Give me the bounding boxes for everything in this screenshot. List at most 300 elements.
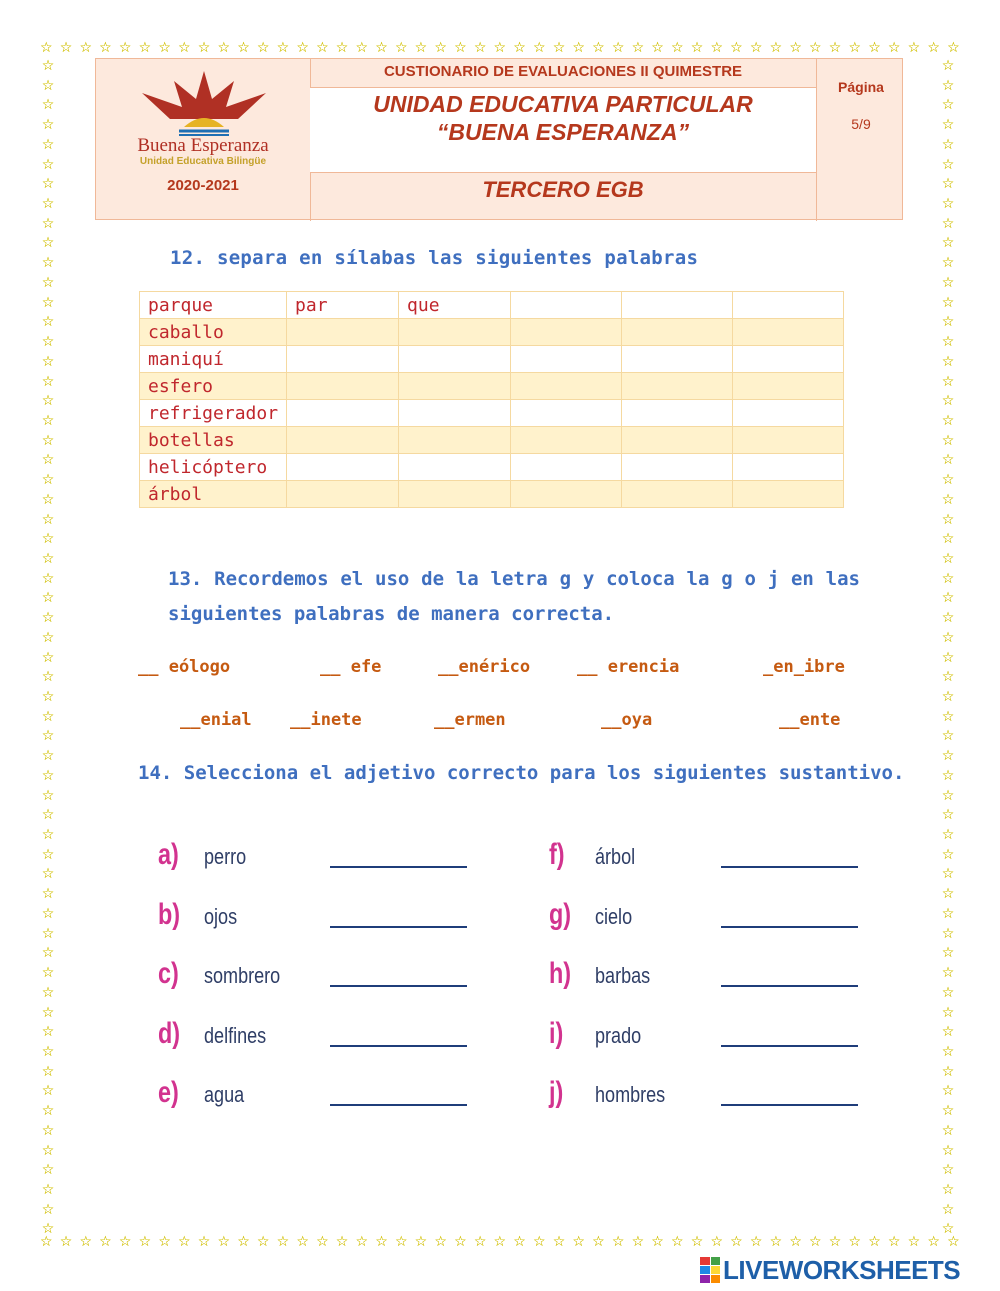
- page-number: 5/9: [851, 116, 871, 132]
- syllable-cell[interactable]: [399, 373, 511, 400]
- noun-word: prado: [595, 1022, 642, 1048]
- logo-subtitle: Unidad Educativa Bilingüe: [139, 156, 267, 167]
- star-icon: ☆: [138, 40, 152, 56]
- syllable-cell[interactable]: que: [399, 292, 511, 319]
- star-icon: ☆: [296, 40, 309, 56]
- star-icon: ☆: [434, 1234, 447, 1250]
- star-border-top: [40, 40, 960, 56]
- star-icon: ☆: [941, 452, 955, 469]
- noun-word: barbas: [595, 963, 651, 988]
- star-icon: ☆: [941, 531, 955, 548]
- star-icon: ☆: [41, 215, 55, 232]
- star-icon: ☆: [941, 432, 955, 449]
- star-icon: ☆: [887, 40, 901, 56]
- star-icon: ☆: [611, 40, 625, 56]
- star-icon: ☆: [789, 40, 802, 56]
- star-icon: ☆: [99, 1234, 112, 1250]
- star-icon: ☆: [473, 1234, 487, 1250]
- star-icon: ☆: [941, 550, 955, 567]
- syllable-cell[interactable]: [732, 427, 843, 454]
- star-icon: ☆: [296, 1234, 309, 1250]
- liveworksheets-icon: [700, 1257, 720, 1283]
- syllable-cell[interactable]: [732, 319, 843, 346]
- star-icon: ☆: [41, 274, 55, 291]
- syllable-cell[interactable]: par: [287, 292, 399, 319]
- logo-name: Buena Esperanza: [137, 135, 269, 156]
- gj-word[interactable]: __oya: [601, 710, 653, 730]
- star-icon: ☆: [941, 905, 955, 922]
- noun-word: agua: [204, 1082, 245, 1107]
- star-icon: ☆: [941, 767, 955, 784]
- star-icon: ☆: [454, 40, 467, 56]
- syllable-cell[interactable]: [511, 346, 622, 373]
- syllable-cell[interactable]: [287, 454, 399, 481]
- star-icon: ☆: [941, 156, 955, 173]
- star-icon: ☆: [941, 1024, 955, 1041]
- star-icon: ☆: [941, 235, 955, 252]
- star-icon: ☆: [941, 984, 955, 1001]
- answer-line[interactable]: [721, 1104, 858, 1106]
- star-icon: ☆: [41, 117, 55, 134]
- star-icon: ☆: [710, 40, 723, 56]
- star-icon: ☆: [178, 40, 191, 56]
- star-icon: ☆: [41, 136, 55, 153]
- star-icon: ☆: [41, 472, 55, 489]
- star-icon: ☆: [941, 412, 955, 429]
- star-icon: ☆: [749, 40, 763, 56]
- word-cell: maniquí: [140, 346, 287, 373]
- star-icon: ☆: [631, 40, 645, 56]
- star-icon: ☆: [513, 40, 526, 56]
- star-icon: ☆: [941, 925, 955, 942]
- star-icon: ☆: [513, 1234, 526, 1250]
- syllable-table: [139, 291, 844, 508]
- syllable-cell[interactable]: [622, 319, 733, 346]
- syllable-cell[interactable]: [287, 319, 399, 346]
- star-icon: ☆: [552, 1234, 566, 1250]
- star-icon: ☆: [41, 294, 55, 311]
- star-icon: ☆: [41, 610, 55, 627]
- syllable-cell[interactable]: [622, 346, 733, 373]
- star-icon: ☆: [256, 1234, 270, 1250]
- syllable-cell[interactable]: [732, 346, 843, 373]
- noun-word: sombrero: [204, 963, 281, 988]
- star-icon: ☆: [809, 40, 822, 56]
- star-icon: ☆: [41, 787, 55, 804]
- star-icon: ☆: [41, 669, 55, 686]
- star-icon: ☆: [41, 432, 55, 449]
- star-icon: ☆: [41, 1083, 55, 1100]
- syllable-cell[interactable]: [622, 400, 733, 427]
- syllable-cell[interactable]: [511, 319, 622, 346]
- gj-word[interactable]: __ erencia: [577, 657, 680, 677]
- star-icon: ☆: [375, 40, 388, 56]
- noun-word: cielo: [595, 903, 633, 929]
- star-border-bottom: [40, 1234, 960, 1250]
- star-icon: ☆: [40, 1234, 53, 1250]
- star-icon: ☆: [41, 412, 55, 429]
- star-icon: ☆: [41, 708, 55, 725]
- star-icon: ☆: [41, 590, 55, 607]
- star-icon: ☆: [941, 255, 955, 272]
- star-icon: ☆: [941, 570, 955, 587]
- answer-line[interactable]: [330, 985, 467, 987]
- star-icon: ☆: [41, 531, 55, 548]
- item-letter: i): [549, 1016, 564, 1050]
- star-icon: ☆: [394, 1234, 408, 1250]
- star-icon: ☆: [631, 1234, 645, 1250]
- star-icon: ☆: [41, 728, 55, 745]
- answer-line[interactable]: [721, 1045, 858, 1047]
- answer-line[interactable]: [721, 926, 858, 928]
- star-icon: ☆: [690, 1234, 704, 1250]
- table-row: [140, 427, 844, 454]
- star-icon: ☆: [941, 1122, 955, 1139]
- star-icon: ☆: [41, 235, 55, 252]
- star-icon: ☆: [592, 40, 605, 56]
- syllable-cell[interactable]: [399, 400, 511, 427]
- answer-line[interactable]: [721, 985, 858, 987]
- star-icon: ☆: [941, 590, 955, 607]
- star-icon: ☆: [41, 1162, 55, 1179]
- star-icon: ☆: [41, 984, 55, 1001]
- star-icon: ☆: [41, 1063, 55, 1080]
- syllable-cell[interactable]: [287, 481, 399, 508]
- star-icon: ☆: [592, 1234, 605, 1250]
- star-icon: ☆: [41, 1142, 55, 1159]
- star-icon: ☆: [178, 1234, 191, 1250]
- liveworksheets-logo: [700, 1255, 960, 1285]
- syllable-cell[interactable]: [732, 481, 843, 508]
- star-icon: ☆: [572, 1234, 585, 1250]
- star-icon: ☆: [41, 629, 55, 646]
- quimestre-title: CUSTIONARIO DE EVALUACIONES II QUIMESTRE: [310, 59, 816, 88]
- star-icon: ☆: [671, 40, 684, 56]
- word-cell: botellas: [140, 427, 287, 454]
- gj-word[interactable]: __inete: [290, 710, 362, 730]
- star-icon: ☆: [41, 491, 55, 508]
- syllable-cell[interactable]: [622, 292, 733, 319]
- star-icon: ☆: [414, 40, 428, 56]
- syllable-cell[interactable]: [511, 400, 622, 427]
- syllable-cell[interactable]: [732, 373, 843, 400]
- syllable-cell[interactable]: [622, 454, 733, 481]
- star-icon: ☆: [941, 1043, 955, 1060]
- star-icon: ☆: [79, 40, 92, 56]
- star-icon: ☆: [414, 1234, 428, 1250]
- syllable-cell[interactable]: [511, 427, 622, 454]
- star-icon: ☆: [118, 40, 132, 56]
- star-icon: ☆: [730, 1234, 743, 1250]
- answer-line[interactable]: [330, 866, 467, 868]
- gj-word[interactable]: __enérico: [438, 657, 531, 677]
- star-icon: ☆: [335, 1234, 349, 1250]
- syllable-cell[interactable]: [287, 373, 399, 400]
- star-icon: ☆: [316, 1234, 329, 1250]
- star-icon: ☆: [941, 334, 955, 351]
- star-icon: ☆: [41, 1043, 55, 1060]
- syllable-cell[interactable]: [287, 400, 399, 427]
- star-icon: ☆: [941, 373, 955, 390]
- word-cell: árbol: [140, 481, 287, 508]
- star-icon: ☆: [941, 196, 955, 213]
- star-icon: ☆: [941, 669, 955, 686]
- word-cell: refrigerador: [140, 400, 287, 427]
- page-cell: [816, 59, 905, 221]
- star-icon: ☆: [941, 1142, 955, 1159]
- star-icon: ☆: [941, 58, 955, 74]
- star-icon: ☆: [276, 1234, 290, 1250]
- star-icon: ☆: [40, 40, 53, 56]
- answer-line[interactable]: [330, 1045, 467, 1047]
- syllable-cell[interactable]: [622, 427, 733, 454]
- star-icon: ☆: [41, 689, 55, 705]
- star-icon: ☆: [927, 1234, 940, 1250]
- star-icon: ☆: [941, 649, 955, 666]
- star-icon: ☆: [394, 40, 408, 56]
- star-icon: ☆: [41, 945, 55, 962]
- question-13-title: 13. Recordemos el uso de la letra g y coloca la g o j en las siguientes palabras de manera correcta.: [168, 568, 860, 625]
- star-icon: ☆: [532, 40, 546, 56]
- star-icon: ☆: [941, 97, 955, 114]
- star-icon: ☆: [41, 827, 55, 844]
- star-icon: ☆: [941, 393, 955, 410]
- star-icon: ☆: [41, 176, 55, 193]
- answer-line[interactable]: [721, 866, 858, 868]
- star-icon: ☆: [941, 1181, 955, 1198]
- star-icon: ☆: [59, 40, 73, 56]
- gj-word[interactable]: __enial: [180, 710, 252, 730]
- star-icon: ☆: [941, 1083, 955, 1100]
- star-icon: ☆: [572, 40, 585, 56]
- table-row: [140, 481, 844, 508]
- star-icon: ☆: [809, 1234, 822, 1250]
- star-icon: ☆: [532, 1234, 546, 1250]
- syllable-cell[interactable]: [287, 346, 399, 373]
- star-icon: ☆: [828, 1234, 842, 1250]
- gj-word[interactable]: __ermen: [434, 710, 506, 730]
- star-icon: ☆: [256, 40, 270, 56]
- school-year: 2020-2021: [167, 177, 239, 194]
- star-icon: ☆: [907, 1234, 921, 1250]
- star-icon: ☆: [355, 40, 369, 56]
- star-icon: ☆: [611, 1234, 625, 1250]
- star-icon: ☆: [868, 40, 881, 56]
- item-letter: f): [549, 838, 565, 871]
- star-icon: ☆: [749, 1234, 763, 1250]
- table-row: [140, 400, 844, 427]
- table-row: [140, 373, 844, 400]
- star-border-right: [940, 58, 956, 1238]
- table-row: [140, 454, 844, 481]
- worksheet-header: [95, 58, 903, 220]
- header-title-cell: [310, 59, 816, 221]
- star-icon: ☆: [730, 40, 743, 56]
- star-icon: ☆: [118, 1234, 132, 1250]
- star-icon: ☆: [941, 846, 955, 863]
- star-icon: ☆: [41, 511, 55, 528]
- star-icon: ☆: [941, 314, 955, 331]
- star-border-left: [40, 58, 56, 1238]
- question-14-title: 14. Selecciona el adjetivo correcto para los siguientes sustantivo.: [138, 762, 905, 784]
- grade-label: TERCERO EGB: [482, 177, 644, 202]
- star-icon: ☆: [651, 40, 664, 56]
- question-12-title: 12. separa en sílabas las siguientes palabras: [170, 247, 699, 269]
- syllable-cell[interactable]: [399, 481, 511, 508]
- star-icon: ☆: [41, 452, 55, 469]
- star-icon: ☆: [59, 1234, 73, 1250]
- star-icon: ☆: [41, 1201, 55, 1218]
- star-icon: ☆: [41, 846, 55, 863]
- item-letter: a): [158, 838, 179, 871]
- star-icon: ☆: [941, 1162, 955, 1179]
- star-icon: ☆: [941, 866, 955, 883]
- star-icon: ☆: [941, 629, 955, 646]
- noun-word: ojos: [204, 903, 238, 929]
- star-icon: ☆: [941, 77, 955, 94]
- gj-word[interactable]: __ente: [779, 710, 841, 730]
- syllable-cell[interactable]: [511, 454, 622, 481]
- star-icon: ☆: [138, 1234, 152, 1250]
- star-icon: ☆: [710, 1234, 723, 1250]
- word-cell: helicóptero: [140, 454, 287, 481]
- star-icon: ☆: [217, 1234, 231, 1250]
- star-icon: ☆: [887, 1234, 901, 1250]
- star-icon: ☆: [927, 40, 940, 56]
- syllable-cell[interactable]: [399, 454, 511, 481]
- syllable-cell[interactable]: [511, 292, 622, 319]
- star-icon: ☆: [41, 97, 55, 114]
- syllable-cell[interactable]: [511, 481, 622, 508]
- star-icon: ☆: [79, 1234, 92, 1250]
- star-icon: ☆: [41, 255, 55, 272]
- star-icon: ☆: [41, 550, 55, 567]
- school-name-line1: UNIDAD EDUCATIVA PARTICULAR: [373, 91, 753, 117]
- syllable-cell[interactable]: [511, 373, 622, 400]
- star-icon: ☆: [41, 965, 55, 982]
- star-icon: ☆: [41, 353, 55, 370]
- star-icon: ☆: [907, 40, 921, 56]
- star-icon: ☆: [941, 136, 955, 153]
- star-icon: ☆: [237, 40, 250, 56]
- star-icon: ☆: [941, 945, 955, 962]
- syllable-cell[interactable]: [399, 346, 511, 373]
- star-icon: ☆: [355, 1234, 369, 1250]
- star-icon: ☆: [41, 1004, 55, 1021]
- star-icon: ☆: [941, 1103, 955, 1120]
- star-icon: ☆: [941, 886, 955, 903]
- star-icon: ☆: [941, 787, 955, 804]
- star-icon: ☆: [941, 274, 955, 291]
- star-icon: ☆: [41, 807, 55, 824]
- school-logo-icon: [134, 69, 274, 139]
- star-icon: ☆: [454, 1234, 467, 1250]
- star-icon: ☆: [197, 40, 211, 56]
- star-icon: ☆: [941, 728, 955, 745]
- star-icon: ☆: [41, 905, 55, 922]
- star-icon: ☆: [41, 58, 55, 74]
- syllable-cell[interactable]: [287, 427, 399, 454]
- gj-word[interactable]: __ efe: [320, 657, 382, 677]
- star-icon: ☆: [41, 748, 55, 765]
- table-row: [140, 346, 844, 373]
- star-icon: ☆: [941, 117, 955, 134]
- school-name-box: [310, 88, 816, 173]
- syllable-cell[interactable]: [732, 400, 843, 427]
- item-letter: h): [549, 957, 572, 990]
- star-icon: ☆: [941, 215, 955, 232]
- star-icon: ☆: [158, 1234, 171, 1250]
- star-icon: ☆: [41, 314, 55, 331]
- star-icon: ☆: [941, 689, 955, 705]
- star-icon: ☆: [941, 610, 955, 627]
- star-icon: ☆: [41, 334, 55, 351]
- star-icon: ☆: [41, 156, 55, 173]
- star-icon: ☆: [941, 708, 955, 725]
- syllable-cell[interactable]: [622, 481, 733, 508]
- star-icon: ☆: [941, 748, 955, 765]
- star-icon: ☆: [941, 1221, 955, 1238]
- star-icon: ☆: [848, 40, 862, 56]
- liveworksheets-brand: LIVEWORKSHEETS: [723, 1254, 961, 1285]
- star-icon: ☆: [41, 767, 55, 784]
- star-icon: ☆: [868, 1234, 881, 1250]
- table-row: [140, 319, 844, 346]
- star-icon: ☆: [41, 570, 55, 587]
- star-icon: ☆: [941, 1201, 955, 1218]
- star-icon: ☆: [941, 176, 955, 193]
- star-icon: ☆: [41, 77, 55, 94]
- star-icon: ☆: [941, 294, 955, 311]
- star-icon: ☆: [947, 40, 960, 56]
- item-letter: g): [549, 897, 572, 931]
- noun-word: árbol: [595, 844, 636, 869]
- star-icon: ☆: [769, 40, 783, 56]
- star-icon: ☆: [941, 807, 955, 824]
- star-icon: ☆: [941, 965, 955, 982]
- star-icon: ☆: [769, 1234, 783, 1250]
- star-icon: ☆: [947, 1234, 960, 1250]
- syllable-cell[interactable]: [399, 427, 511, 454]
- star-icon: ☆: [671, 1234, 684, 1250]
- item-letter: b): [158, 897, 181, 931]
- word-cell: caballo: [140, 319, 287, 346]
- star-icon: ☆: [941, 1004, 955, 1021]
- item-letter: e): [158, 1076, 179, 1109]
- star-icon: ☆: [941, 1063, 955, 1080]
- star-icon: ☆: [848, 1234, 862, 1250]
- gj-word[interactable]: __ eólogo: [138, 657, 231, 677]
- star-icon: ☆: [41, 925, 55, 942]
- star-icon: ☆: [552, 40, 566, 56]
- item-letter: c): [158, 957, 179, 990]
- star-icon: ☆: [493, 40, 507, 56]
- syllable-cell[interactable]: [732, 454, 843, 481]
- answer-line[interactable]: [330, 926, 467, 928]
- star-icon: ☆: [41, 393, 55, 410]
- star-icon: ☆: [41, 1024, 55, 1041]
- star-icon: ☆: [941, 511, 955, 528]
- star-icon: ☆: [197, 1234, 211, 1250]
- star-icon: ☆: [941, 472, 955, 489]
- syllable-cell[interactable]: [732, 292, 843, 319]
- syllable-cell[interactable]: [399, 319, 511, 346]
- syllable-cell[interactable]: [622, 373, 733, 400]
- gj-word[interactable]: _en_ibre: [763, 657, 845, 677]
- star-icon: ☆: [99, 40, 112, 56]
- star-icon: ☆: [41, 373, 55, 390]
- answer-line[interactable]: [330, 1104, 467, 1106]
